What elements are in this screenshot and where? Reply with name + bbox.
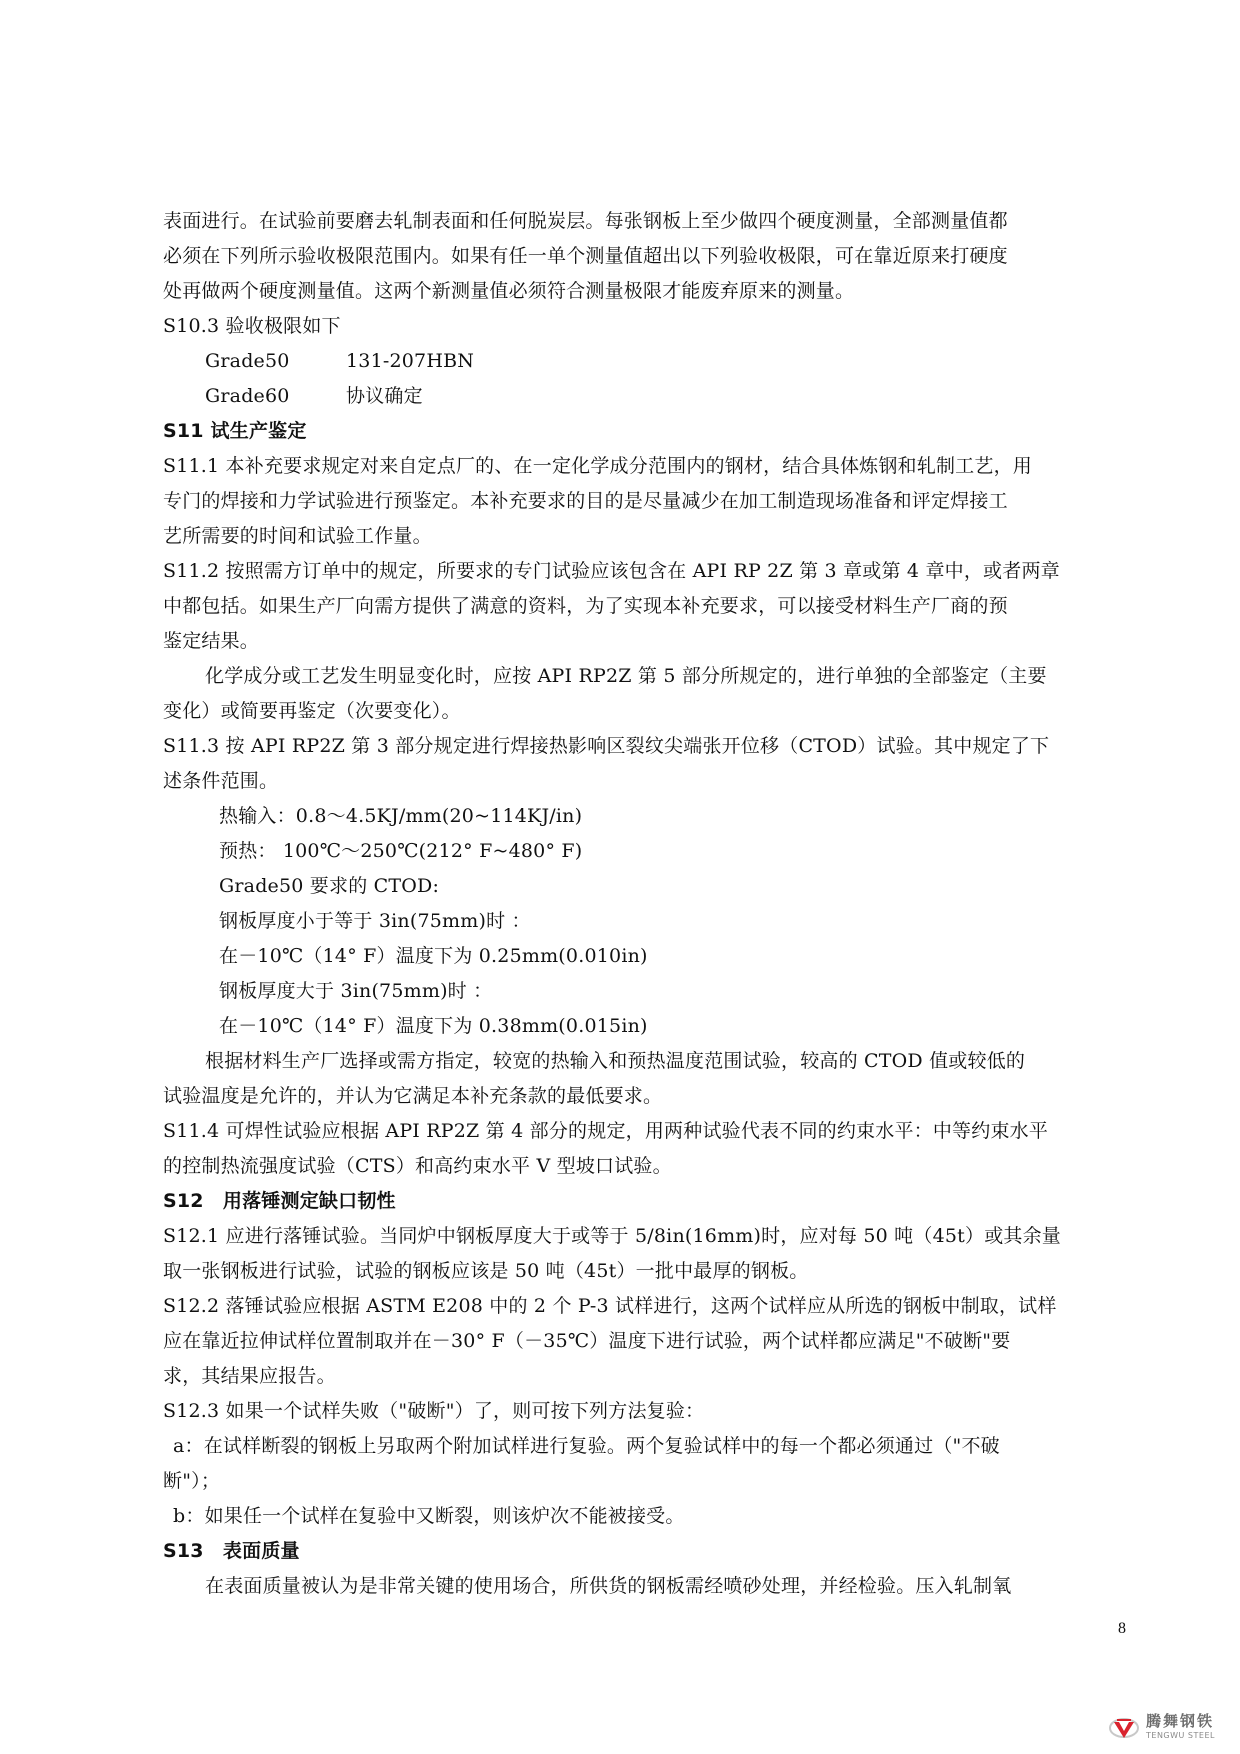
grade-row [163,379,1131,414]
paragraph-line: 中都包括。如果生产厂向需方提供了满意的资料，为了实现本补充要求，可以接受材料生产厂商的预 [163,595,1008,617]
condition-line: 热输入：0.8～4.5KJ/mm(20~114KJ/in) [219,805,583,827]
paragraph-line: S12.3 如果一个试样失败（"破断"）了，则可按下列方法复验： [163,1400,705,1422]
paragraph-line: 求，其结果应报告。 [163,1365,336,1387]
section-heading: S13 表面质量 [163,1540,300,1562]
section-heading: S10.3 验收极限如下 [163,315,341,337]
grade-name: Grade60 [205,385,290,407]
grade-name: Grade50 [205,350,290,372]
paragraph-line: S11.4 可焊性试验应根据 API RP2Z 第 4 部分的规定，用两种试验代表不同的约束水平：中等约束水平 [163,1120,1049,1142]
paragraph-line: 艺所需要的时间和试验工作量。 [163,525,432,547]
logo-cn-text: 腾舞钢铁 [1146,1712,1215,1730]
paragraph-line: 变化）或简要再鉴定（次要变化）。 [163,700,461,722]
condition-line: 钢板厚度大于 3in(75mm)时 ： [219,980,493,1002]
paragraph-line: 专门的焊接和力学试验进行预鉴定。本补充要求的目的是尽量减少在加工制造现场准备和评定焊接工 [163,490,1008,512]
paragraph-line: 鉴定结果。 [163,630,260,652]
logo-mark-icon [1108,1712,1140,1744]
condition-line: Grade50 要求的 CTOD: [219,875,440,897]
grade-value: 协议确定 [346,385,423,407]
paragraph-line: 根据材料生产厂选择或需方指定，较宽的热输入和预热温度范围试验，较高的 CTOD 值或较低的 [205,1050,1026,1072]
paragraph-line: S12.1 应进行落锤试验。当同炉中钢板厚度大于或等于 5/8in(16mm)时，应对每 50 吨（45t）或其余量 [163,1225,1061,1247]
document-body [163,204,1131,1604]
paragraph-line: S11.3 按 API RP2Z 第 3 部分规定进行焊接热影响区裂纹尖端张开位移（CTOD）试验。其中规定了下 [163,735,1050,757]
section-heading: S12 用落锤测定缺口韧性 [163,1190,396,1212]
paragraph-line: 表面进行。在试验前要磨去轧制表面和任何脱炭层。每张钢板上至少做四个硬度测量，全部测量值都 [163,210,1008,232]
condition-line: 在－10℃（14° F）温度下为 0.25mm(0.010in) [219,945,648,967]
paragraph-line: 应在靠近拉伸试样位置制取并在－30° F（－35℃）温度下进行试验，两个试样都应满足"不破断"要 [163,1330,1011,1352]
condition-line: 钢板厚度小于等于 3in(75mm)时 ： [219,910,531,932]
grade-row [163,344,1131,379]
paragraph-line: 在表面质量被认为是非常关键的使用场合，所供货的钢板需经喷砂处理，并经检验。压入轧制氧 [205,1575,1012,1597]
section-heading: S11 试生产鉴定 [163,420,307,442]
condition-line: 在－10℃（14° F）温度下为 0.38mm(0.015in) [219,1015,648,1037]
paragraph-line: 的控制热流强度试验（CTS）和高约束水平 V 型坡口试验。 [163,1155,672,1177]
paragraph-line: 处再做两个硬度测量值。这两个新测量值必须符合测量极限才能废弃原来的测量。 [163,280,855,302]
paragraph-line: 取一张钢板进行试验，试验的钢板应该是 50 吨（45t）一批中最厚的钢板。 [163,1260,809,1282]
paragraph-line: S12.2 落锤试验应根据 ASTM E208 中的 2 个 P-3 试样进行，这两个试样应从所选的钢板中制取，试样 [163,1295,1057,1317]
company-logo [1108,1712,1232,1744]
list-item-line: a：在试样断裂的钢板上另取两个附加试样进行复验。两个复验试样中的每一个都必须通过（"不破 [173,1435,1000,1457]
paragraph-line: 化学成分或工艺发生明显变化时，应按 API RP2Z 第 5 部分所规定的，进行单独的全部鉴定（主要 [205,665,1047,687]
list-item-line: 断"）； [163,1470,221,1492]
paragraph-line: 述条件范围。 [163,770,279,792]
list-item-line: b：如果任一个试样在复验中又断裂，则该炉次不能被接受。 [173,1505,685,1527]
paragraph-line: 必须在下列所示验收极限范围内。如果有任一单个测量值超出以下列验收极限，可在靠近原来打硬度 [163,245,1008,267]
grade-value: 131-207HBN [346,350,475,372]
logo-en-text: TENGWU STEEL [1146,1731,1215,1740]
paragraph-line: S11.2 按照需方订单中的规定，所要求的专门试验应该包含在 API RP 2Z 第 3 章或第 4 章中，或者两章 [163,560,1060,582]
condition-line: 预热： 100℃～250℃(212° F~480° F) [219,840,583,862]
page-number: 8 [1118,1620,1126,1637]
paragraph-line: 试验温度是允许的，并认为它满足本补充条款的最低要求。 [163,1085,663,1107]
paragraph-line: S11.1 本补充要求规定对来自定点厂的、在一定化学成分范围内的钢材，结合具体炼钢和轧制工艺，用 [163,455,1032,477]
